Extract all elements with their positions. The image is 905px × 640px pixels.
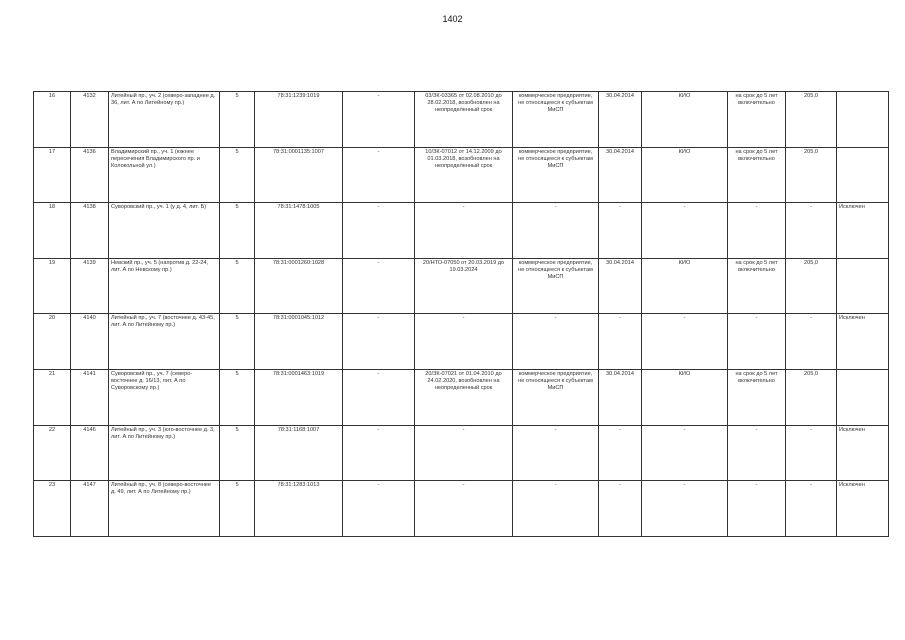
address-cell: Невский пр., уч. 5 (напротив д. 22-24, лит. А по Невскому пр.) (109, 258, 220, 314)
row-number: 18 (34, 203, 71, 259)
column-6-cell: - (343, 481, 415, 537)
amount-cell: 205,0 (786, 258, 837, 314)
quantity-cell: 5 (220, 92, 255, 148)
contract-cell: - (415, 314, 513, 370)
amount-cell: - (786, 203, 837, 259)
cadastral-number: 78:31:1239:1019 (255, 92, 343, 148)
amount-cell: - (786, 314, 837, 370)
quantity-cell: 5 (220, 203, 255, 259)
cadastral-number: 78:31:0001463:1019 (255, 369, 343, 425)
date-cell: 30.04.2014 (599, 369, 642, 425)
organization-cell: - (642, 203, 728, 259)
organization-cell: - (642, 481, 728, 537)
table-row (34, 481, 889, 537)
row-number: 16 (34, 92, 71, 148)
cadastral-number: 78:31:0001260:1028 (255, 258, 343, 314)
quantity-cell: 5 (220, 425, 255, 481)
contract-cell: 03/ЗК-03365 от 02.08.2010 до 28.02.2018, возобновлен на неопределенный срок (415, 92, 513, 148)
table-row (34, 147, 889, 203)
object-id: 4139 (71, 258, 109, 314)
column-6-cell: - (343, 314, 415, 370)
note-cell (837, 258, 889, 314)
date-cell: 30.04.2014 (599, 147, 642, 203)
column-6-cell: - (343, 92, 415, 148)
contract-cell: - (415, 425, 513, 481)
registry-table (33, 91, 889, 537)
date-cell: - (599, 425, 642, 481)
object-id: 4136 (71, 147, 109, 203)
organization-cell: КИО (642, 92, 728, 148)
object-id: 4141 (71, 369, 109, 425)
organization-cell: КИО (642, 147, 728, 203)
tenant-type-cell: коммерческое предприятие, не относящееся к субъектам МиСП (513, 258, 599, 314)
address-cell: Литейный пр., уч. 2 (северо-западнее д. 36, лит. А по Литейному пр.) (109, 92, 220, 148)
note-cell: Исключен (837, 314, 889, 370)
term-cell: - (728, 314, 786, 370)
address-cell: Литейный пр., уч. 3 (юго-восточнее д. 3, лит. А по Литейному пр.) (109, 425, 220, 481)
term-cell: на срок до 5 лет включительно (728, 369, 786, 425)
tenant-type-cell: - (513, 481, 599, 537)
table-row (34, 314, 889, 370)
object-id: 4132 (71, 92, 109, 148)
table-row (34, 258, 889, 314)
row-number: 23 (34, 481, 71, 537)
page-number: 1402 (442, 14, 463, 24)
cadastral-number: 78:31:0001135:1007 (255, 147, 343, 203)
row-number: 22 (34, 425, 71, 481)
amount-cell: 205,0 (786, 147, 837, 203)
address-cell: Литейный пр., уч. 8 (северо-восточнее д. 49, лит. А по Литейному пр.) (109, 481, 220, 537)
date-cell: 30.04.2014 (599, 92, 642, 148)
row-number: 19 (34, 258, 71, 314)
column-6-cell: - (343, 369, 415, 425)
cadastral-number: 78:31:0001045:1012 (255, 314, 343, 370)
note-cell (837, 147, 889, 203)
term-cell: на срок до 5 лет включительно (728, 147, 786, 203)
contract-cell: - (415, 203, 513, 259)
note-cell: Исключен (837, 425, 889, 481)
row-number: 17 (34, 147, 71, 203)
address-cell: Литейный пр., уч. 7 (восточнее д. 43-45, лит. А по Литейному пр.) (109, 314, 220, 370)
address-cell: Суворовский пр., уч. 1 (у д. 4, лит. Б) (109, 203, 220, 259)
contract-cell: - (415, 481, 513, 537)
object-id: 4140 (71, 314, 109, 370)
amount-cell: 205,0 (786, 92, 837, 148)
date-cell: - (599, 481, 642, 537)
contract-cell: 20/НТО-07050 от 20.03.2019 до 19.03.2024 (415, 258, 513, 314)
tenant-type-cell: коммерческое предприятие, не относящееся к субъектам МиСП (513, 92, 599, 148)
organization-cell: КИО (642, 258, 728, 314)
organization-cell: - (642, 314, 728, 370)
tenant-type-cell: - (513, 425, 599, 481)
date-cell: 30.04.2014 (599, 258, 642, 314)
tenant-type-cell: коммерческое предприятие, не относящееся к субъектам МиСП (513, 369, 599, 425)
amount-cell: - (786, 481, 837, 537)
row-number: 20 (34, 314, 71, 370)
column-6-cell: - (343, 258, 415, 314)
date-cell: - (599, 203, 642, 259)
quantity-cell: 5 (220, 369, 255, 425)
note-cell: Исключен (837, 481, 889, 537)
organization-cell: - (642, 425, 728, 481)
table-row (34, 425, 889, 481)
tenant-type-cell: - (513, 314, 599, 370)
amount-cell: - (786, 425, 837, 481)
quantity-cell: 5 (220, 258, 255, 314)
amount-cell: 205,0 (786, 369, 837, 425)
date-cell: - (599, 314, 642, 370)
note-cell: Исключен (837, 203, 889, 259)
object-id: 4138 (71, 203, 109, 259)
contract-cell: 10/ЗК-07012 от 14.12.2009 до 01.03.2018, возобновлен на неопределенный срок (415, 147, 513, 203)
table-row (34, 92, 889, 148)
table-row (34, 203, 889, 259)
tenant-type-cell: - (513, 203, 599, 259)
cadastral-number: 78:31:1168:1007 (255, 425, 343, 481)
organization-cell: КИО (642, 369, 728, 425)
note-cell (837, 369, 889, 425)
column-6-cell: - (343, 203, 415, 259)
term-cell: - (728, 481, 786, 537)
term-cell: - (728, 203, 786, 259)
object-id: 4147 (71, 481, 109, 537)
contract-cell: 20/ЗК-07021 от 01.04.2010 до 24.02.2020, возобновлен на неопределенный срок (415, 369, 513, 425)
table-row (34, 369, 889, 425)
quantity-cell: 5 (220, 147, 255, 203)
tenant-type-cell: коммерческое предприятие, не относящееся к субъектам МиСП (513, 147, 599, 203)
column-6-cell: - (343, 425, 415, 481)
term-cell: - (728, 425, 786, 481)
address-cell: Суворовский пр., уч. 7 (северо-восточнее д. 16/13, лит. А по Суворовскому пр.) (109, 369, 220, 425)
row-number: 21 (34, 369, 71, 425)
quantity-cell: 5 (220, 314, 255, 370)
note-cell (837, 92, 889, 148)
term-cell: на срок до 5 лет включительно (728, 258, 786, 314)
cadastral-number: 78:31:1478:1005 (255, 203, 343, 259)
term-cell: на срок до 5 лет включительно (728, 92, 786, 148)
address-cell: Владимирский пр., уч. 1 (южнее пересечения Владимирского пр. и Колокольной ул.) (109, 147, 220, 203)
column-6-cell: - (343, 147, 415, 203)
quantity-cell: 5 (220, 481, 255, 537)
cadastral-number: 78:31:1283:1013 (255, 481, 343, 537)
object-id: 4146 (71, 425, 109, 481)
